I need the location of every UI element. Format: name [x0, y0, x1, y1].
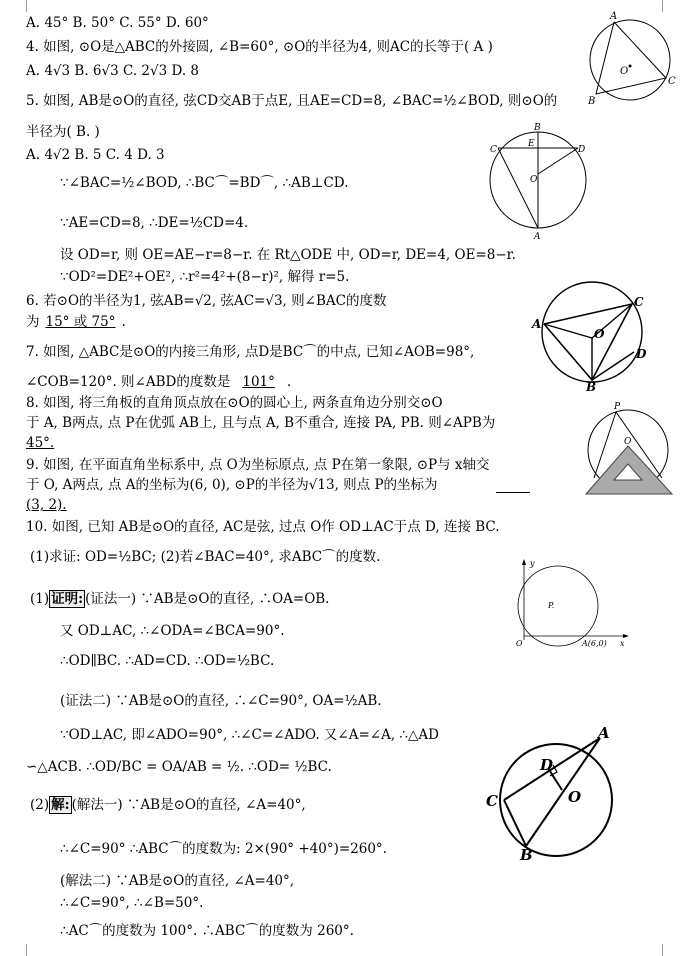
q6-answer: 15° 或 75° — [45, 314, 116, 330]
fig6-label-B: B — [520, 846, 533, 864]
q7-answer-line — [26, 373, 291, 391]
q5-solution-3: 设 OD=r, 则 OE=AE−r=8−r. 在 Rt△ODE 中, OD=r, DE=4, OE=8−r. — [60, 247, 516, 263]
fig2-label-B: B — [534, 123, 541, 133]
fig5-label-A: A(6,0) — [582, 639, 607, 648]
q10-parts: (1)求证: OD=½BC; (2)若∠BAC=40°, 求ABC⌒的度数. — [30, 549, 381, 565]
q8-text: 8. 如图, 将三角板的直角顶点放在⊙O的圆心上, 两条直角边分别交⊙O — [26, 395, 443, 411]
q8-text-cont: 于 A, B两点, 点 P在优弧 AB上, 且与点 A, B不重合, 连接 PA, PB. 则∠APB为 — [26, 415, 496, 431]
corner-mark-tl — [14, 0, 27, 12]
fig1-label-C: C — [668, 76, 676, 87]
proof-method2-line1: (证法二) ∵AB是⊙O的直径, ∴∠C=90°, OA=½AB. — [60, 693, 382, 709]
fig1-label-O: O — [620, 66, 629, 77]
figure-q7 — [524, 280, 656, 392]
solution-method2-line2: ∴∠C=90°, ∴∠B=50°. — [60, 895, 204, 911]
q10-part1-num: (1) — [30, 591, 50, 607]
fig3-label-D: D — [636, 347, 647, 361]
q5-options: A. 4√2 B. 5 C. 4 D. 3 — [26, 147, 165, 163]
figure-q9 — [508, 556, 632, 648]
figure-q5 — [488, 118, 588, 242]
q10-part2-num: (2) — [30, 797, 50, 813]
proof-label: 证明: — [51, 591, 84, 607]
q10-text: 10. 如图, 已知 AB是⊙O的直径, AC是弦, 过点 O作 OD⊥AC于点 D, 连接 BC. — [26, 519, 500, 535]
fig5-label-P: P. — [548, 601, 555, 610]
q8-answer: 45°. — [26, 435, 55, 451]
q5-solution-4: ∵OD²=DE²+OE², ∴r²=4²+(8−r)², 解得 r=5. — [60, 269, 350, 285]
fig4-label-O: O — [624, 437, 632, 447]
fig2-label-C: C — [490, 145, 497, 155]
fig4-label-P: P — [614, 402, 621, 412]
q5-solution-2: ∵AE=CD=8, ∴DE=½CD=4. — [60, 215, 249, 231]
fig5-label-O: O — [516, 639, 523, 648]
fig1-label-B: B — [588, 96, 596, 107]
proof-method1-line2: 又 OD⊥AC, ∴∠ODA=∠BCA=90°. — [60, 623, 285, 639]
q7-suffix: . — [286, 374, 292, 390]
q7-prefix: ∠COB=120°. 则∠ABD的度数是 — [26, 374, 231, 390]
q6-answer-line — [26, 313, 126, 331]
corner-mark-br — [662, 944, 675, 956]
fig3-label-B: B — [586, 380, 597, 392]
fig2-label-D: D — [578, 145, 586, 155]
q5-text-cont: 半径为( B. ) — [26, 124, 100, 140]
q9-text: 9. 如图, 在平面直角坐标系中, 点 O为坐标原点, 点 P在第一象限, ⊙P与 x轴交 — [26, 457, 490, 473]
q6-text: 6. 若⊙O的半径为1, 弦AB=√2, 弦AC=√3, 则∠BAC的度数 — [26, 293, 387, 309]
proof-method2-line2: ∵OD⊥AC, 即∠ADO=90°, ∴∠C=∠ADO. 又∠A=∠A, ∴△AD — [60, 727, 439, 743]
q10-proof-header — [30, 590, 329, 608]
fig6-label-D: D — [540, 756, 554, 774]
fig6-label-C: C — [486, 792, 498, 810]
fig5-label-x: x — [620, 639, 625, 648]
solution-label: 解: — [51, 797, 70, 813]
q3-options: A. 45° B. 50° C. 55° D. 60° — [26, 15, 209, 31]
q4-options: A. 4√3 B. 6√3 C. 2√3 D. 8 — [26, 63, 199, 79]
solution-method1-line1: (解法一) ∵AB是⊙O的直径, ∠A=40°, — [71, 797, 306, 813]
q6-suffix: . — [121, 314, 126, 330]
proof-method1-line1: (证法一) ∵AB是⊙O的直径, ∴OA=OB. — [85, 591, 330, 607]
fig2-label-E: E — [528, 139, 535, 149]
q4-text: 4. 如图, ⊙O是△ABC的外接圆, ∠B=60°, ⊙O的半径为4, 则AC的长等于( A ) — [26, 39, 493, 55]
q5-text: 5. 如图, AB是⊙O的直径, 弦CD交AB于点E, 且AE=CD=8, ∠BAC=½∠BOD, 则⊙O的 — [26, 93, 558, 109]
q9-blank — [496, 492, 530, 493]
solution-method1-line2: ∴∠C=90° ∴ABC⌒的度数为: 2×(90° +40°)=260°. — [60, 841, 387, 857]
figure-q8 — [580, 398, 680, 498]
fig3-label-A: A — [532, 317, 542, 331]
q6-prefix: 为 — [26, 314, 40, 330]
proof-method2-line3: ∽△ACB. ∴OD/BC = OA/AB = ½. ∴OD= ½BC. — [26, 759, 332, 775]
corner-mark-bl — [14, 944, 27, 956]
fig1-label-A: A — [610, 11, 618, 22]
q10-solution-header — [30, 796, 306, 814]
solution-method2-line1: (解法二) ∵AB是⊙O的直径, ∠A=40°, — [60, 873, 295, 889]
solution-method2-line3: ∴AC⌒的度数为 100°. ∴ABC⌒的度数为 260°. — [60, 923, 354, 939]
q7-text: 7. 如图, △ABC是⊙O的内接三角形, 点D是BC⌒的中点, 已知∠AOB=98°, — [26, 344, 475, 360]
fig6-label-A: A — [598, 724, 610, 742]
fig2-label-O: O — [530, 175, 538, 185]
fig3-label-O: O — [594, 327, 605, 341]
figure-q10 — [484, 724, 624, 864]
fig6-label-O: O — [568, 788, 582, 806]
fig2-label-A: A — [534, 232, 541, 242]
q9-answer: (3, 2). — [26, 497, 67, 513]
fig5-label-y: y — [530, 559, 535, 568]
q5-solution-1: ∵∠BAC=½∠BOD, ∴BC⌒=BD⌒, ∴AB⊥CD. — [60, 175, 349, 191]
figure-q4 — [584, 6, 680, 110]
q9-text-cont: 于 O, A两点, 点 A的坐标为(6, 0), ⊙P的半径为√13, 则点 P的坐标为 — [26, 477, 438, 493]
q7-answer: 101° — [242, 374, 275, 390]
proof-method1-line3: ∴OD∥BC. ∴AD=CD. ∴OD=½BC. — [60, 653, 275, 669]
fig3-label-C: C — [634, 295, 644, 309]
